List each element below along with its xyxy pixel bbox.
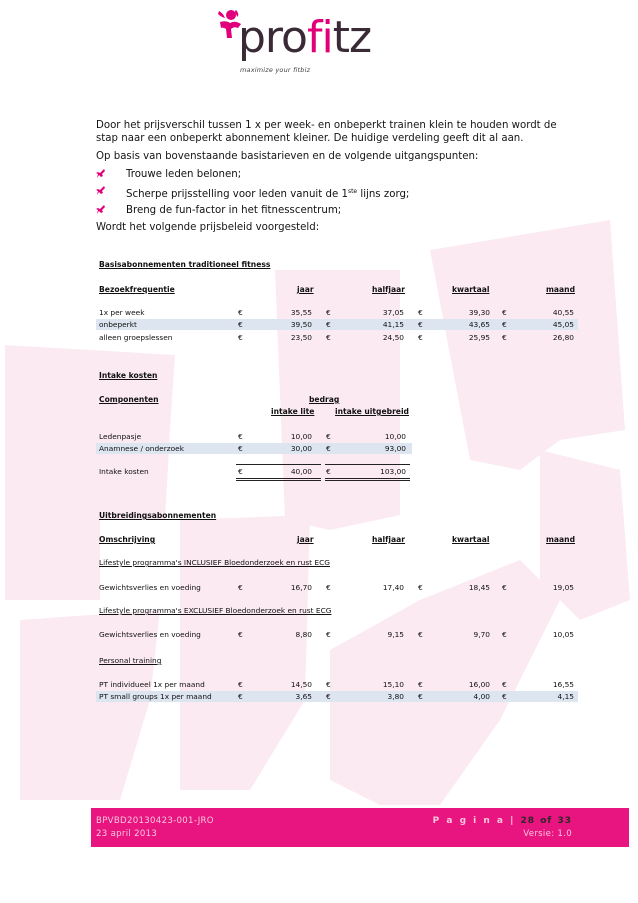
value-kwartaal: 43,65 [468,320,490,329]
currency-symbol: € [238,467,243,476]
value-lite: 30,00 [290,444,312,453]
table-row [96,431,412,442]
row-label: Ledenpasje [99,432,142,441]
value-jaar: 8,80 [295,630,312,639]
value-kwartaal: 4,00 [473,692,490,701]
currency-symbol: € [418,308,423,317]
logo-wordmark-accent: fi [306,12,333,63]
currency-symbol: € [418,680,423,689]
row-label: 1x per week [99,308,145,317]
currency-symbol: € [238,444,243,453]
page-total: 33 [557,816,572,826]
bullet-text-2-sup: ste [347,188,358,195]
currency-symbol: € [326,432,331,441]
currency-symbol: € [238,630,243,639]
currency-symbol: € [238,583,243,592]
currency-symbol: € [502,320,507,329]
total-lite: 40,00 [290,467,312,476]
total-divider-top [325,464,410,465]
currency-symbol: € [502,308,507,317]
table-row [96,629,578,640]
table3-header-kwartaal: kwartaal [452,535,490,544]
currency-symbol: € [418,630,423,639]
value-kwartaal: 9,70 [473,630,490,639]
page-current: 28 [520,816,536,826]
value-maand: 10,05 [552,630,574,639]
currency-symbol: € [502,583,507,592]
value-halfjaar: 17,40 [382,583,404,592]
value-maand: 16,55 [552,680,574,689]
table-row [96,319,578,330]
pin-bullet-icon [96,168,106,180]
row-label: PT small groups 1x per maand [99,692,212,701]
value-kwartaal: 25,95 [468,333,490,342]
bullet-text-1: Trouwe leden belonen; [126,169,242,180]
total-divider-bottom [236,478,321,479]
value-halfjaar: 9,15 [387,630,404,639]
value-jaar: 35,55 [290,308,312,317]
logo-wordmark [238,12,371,64]
value-halfjaar: 37,05 [382,308,404,317]
table3-header-jaar: jaar [297,535,314,544]
bullet-text-3: Breng de fun-factor in het fitnesscentrum; [126,205,342,216]
pin-bullet-icon [96,204,106,216]
value-uitgebreid: 10,00 [384,432,406,441]
total-divider-bottom [325,480,410,481]
currency-symbol: € [502,333,507,342]
currency-symbol: € [418,333,423,342]
value-uitgebreid: 93,00 [384,444,406,453]
group-title: Lifestyle programma's EXCLUSIEF Bloedonderzoek en rust ECG [99,606,332,615]
value-maand: 40,55 [552,308,574,317]
intro-paragraph-2: Op basis van bovenstaande basistarieven en de volgende uitgangspunten: [96,151,479,162]
table2-header-label: Componenten [99,395,159,404]
table1-header-maand: maand [546,285,576,294]
currency-symbol: € [326,630,331,639]
value-jaar: 39,50 [290,320,312,329]
bullet-text-2-pre: Scherpe prijsstelling voor leden vanuit de 1 [126,189,348,200]
table2-title: Intake kosten [99,371,158,380]
value-jaar: 16,70 [290,583,312,592]
row-label: Anamnese / onderzoek [99,444,184,453]
value-jaar: 14,50 [290,680,312,689]
currency-symbol: € [326,467,331,476]
document-date: 23 april 2013 [96,829,158,839]
value-lite: 10,00 [290,432,312,441]
total-uitgebreid: 103,00 [380,467,406,476]
value-halfjaar: 15,10 [382,680,404,689]
value-maand: 4,15 [557,692,574,701]
logo-wordmark-post: tz [332,12,372,63]
table2-header-lite: intake lite [271,407,315,416]
logo-wordmark-pre: pro [238,12,307,63]
currency-symbol: € [326,308,331,317]
value-kwartaal: 16,00 [468,680,490,689]
table2-header-bedrag: bedrag [309,395,340,404]
pin-bullet-icon [96,185,106,197]
value-kwartaal: 18,45 [468,583,490,592]
table-row [96,582,578,593]
table-row [96,332,578,343]
row-label: onbeperkt [99,320,137,329]
value-kwartaal: 39,30 [468,308,490,317]
table-row [96,679,578,690]
currency-symbol: € [238,320,243,329]
currency-symbol: € [238,680,243,689]
table-row [96,307,578,318]
table1-header-halfjaar: halfjaar [372,285,406,294]
table3-header-halfjaar: halfjaar [372,535,406,544]
table3-header-label: Omschrijving [99,535,156,544]
profitz-logo [218,8,393,83]
currency-symbol: € [502,630,507,639]
value-jaar: 23,50 [290,333,312,342]
page-of: of [540,816,553,826]
row-label: PT individueel 1x per maand [99,680,205,689]
currency-symbol: € [502,680,507,689]
total-divider-bottom [236,480,321,481]
currency-symbol: € [238,333,243,342]
row-label: Gewichtsverlies en voeding [99,583,201,592]
value-halfjaar: 3,80 [387,692,404,701]
table-total-row [96,466,412,477]
page-number [433,816,572,826]
currency-symbol: € [238,432,243,441]
currency-symbol: € [418,320,423,329]
currency-symbol: € [326,444,331,453]
value-jaar: 3,65 [295,692,312,701]
currency-symbol: € [326,320,331,329]
row-label: alleen groepslessen [99,333,173,342]
bullet-text-2-post: lijns zorg; [357,189,410,200]
currency-symbol: € [238,692,243,701]
document-id: BPVBD20130423-001-JRO [96,816,214,826]
currency-symbol: € [326,583,331,592]
group-title: Lifestyle programma's INCLUSIEF Bloedonderzoek en rust ECG [99,558,330,567]
intro-paragraph-1: Door het prijsverschil tussen 1 x per week- en onbeperkt trainen klein te houden wordt de stap naar een onbeperkt abonnement kleiner. De huidige verdeling geeft dit al aan. [96,120,557,144]
logo-tagline: maximize your fitbiz [240,66,311,74]
group-title: Personal training [99,656,162,665]
total-divider-bottom [325,478,410,479]
currency-symbol: € [418,692,423,701]
value-maand: 26,80 [552,333,574,342]
table-row [96,691,578,702]
total-divider-top [236,464,321,465]
currency-symbol: € [418,583,423,592]
document-version: Versie: 1.0 [523,829,572,839]
table1-header-jaar: jaar [297,285,314,294]
row-label: Gewichtsverlies en voeding [99,630,201,639]
table-row [96,443,412,454]
page-footer [91,808,629,847]
currency-symbol: € [326,680,331,689]
table2-header-uitgebreid: intake uitgebreid [335,407,409,416]
currency-symbol: € [502,692,507,701]
currency-symbol: € [326,692,331,701]
intro-paragraph-3: Wordt het volgende prijsbeleid voorgesteld: [96,222,320,233]
table1-title: Basisabonnementen traditioneel fitness [99,260,271,269]
table1-header-label: Bezoekfrequentie [99,285,175,294]
table3-header-maand: maand [546,535,576,544]
table3-title: Uitbreidingsabonnementen [99,511,217,520]
value-halfjaar: 41,15 [382,320,404,329]
table1-header-kwartaal: kwartaal [452,285,490,294]
bullet-text-2 [126,186,409,202]
value-maand: 19,05 [552,583,574,592]
currency-symbol: € [326,333,331,342]
page-label: P a g i n a | [432,816,516,826]
value-maand: 45,05 [552,320,574,329]
currency-symbol: € [238,308,243,317]
value-halfjaar: 24,50 [382,333,404,342]
row-label: Intake kosten [99,467,149,476]
